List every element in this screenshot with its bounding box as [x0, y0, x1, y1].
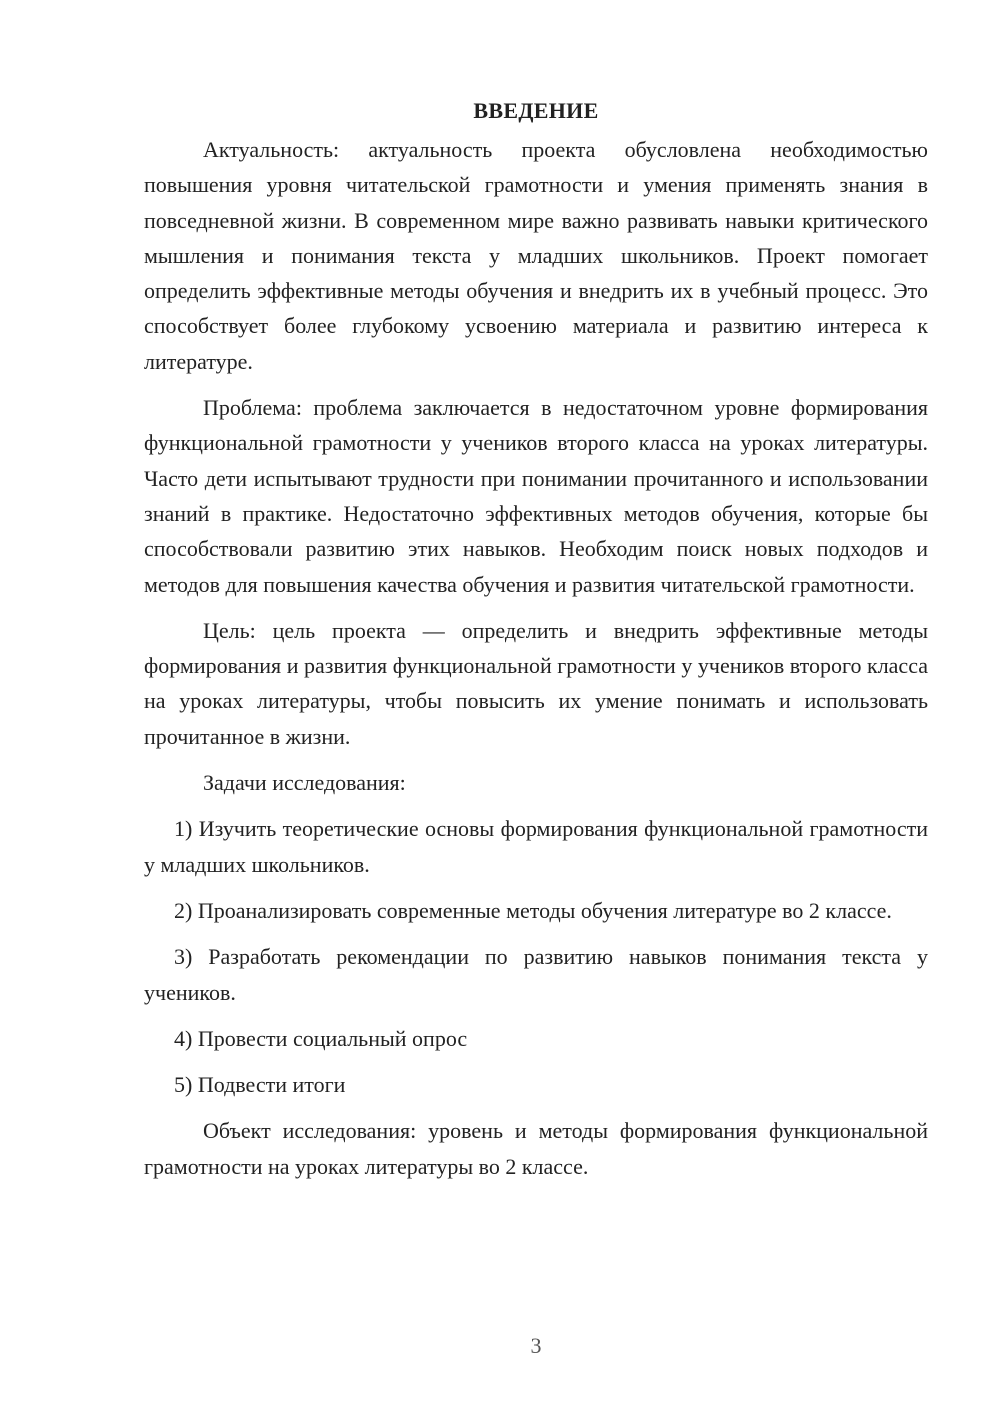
task-item-2: 2) Проанализировать современные методы обучения литературе во 2 классе. — [174, 897, 892, 923]
page-title: ВВЕДЕНИЕ — [473, 98, 599, 123]
page-number: 3 — [530, 1333, 542, 1358]
document-page — [144, 96, 928, 1195]
goal-paragraph: Цель: цель проекта — определить и внедрить эффективные методы формирования и развития функциональной грамотности у учеников второго класса на уроках литературы, чтобы повысить их умение понимать и использовать прочитанное в жизни. — [144, 617, 928, 749]
task-item-4: 4) Провести социальный опрос — [174, 1025, 468, 1051]
object-paragraph: Объект исследования: уровень и методы формирования функциональной грамотности на уроках литературы во 2 классе. — [144, 1118, 928, 1179]
tasks-heading: Задачи исследования: — [203, 770, 406, 796]
relevance-paragraph: Актуальность: актуальность проекта обусловлена необходимостью повышения уровня читательской грамотности и умения применять знания в повседневной жизни. В современном мире важно развивать навыки критического мышления и понимания текста у младших школьников. Проект помогает определить эффективные методы обучения и внедрить их в учебный процесс. Это способствует более глубокому усвоению материала и развитию интереса к литературе. — [144, 137, 928, 374]
problem-paragraph: Проблема: проблема заключается в недостаточном уровне формирования функциональной грамотности у учеников второго класса на уроках литературы. Часто дети испытывают трудности при понимании прочитанного и использовании знаний в практике. Недостаточно эффективных методов обучения, которые бы способствовали развитию этих навыков. Необходим поиск новых подходов и методов для повышения качества обучения и развития читательской грамотности. — [144, 395, 928, 597]
task-item-3: 3) Разработать рекомендации по развитию навыков понимания текста у учеников. — [144, 944, 928, 1005]
task-item-5: 5) Подвести итоги — [174, 1072, 346, 1098]
task-item-1: 1) Изучить теоретические основы формирования функциональной грамотности у младших школьников. — [144, 816, 928, 877]
